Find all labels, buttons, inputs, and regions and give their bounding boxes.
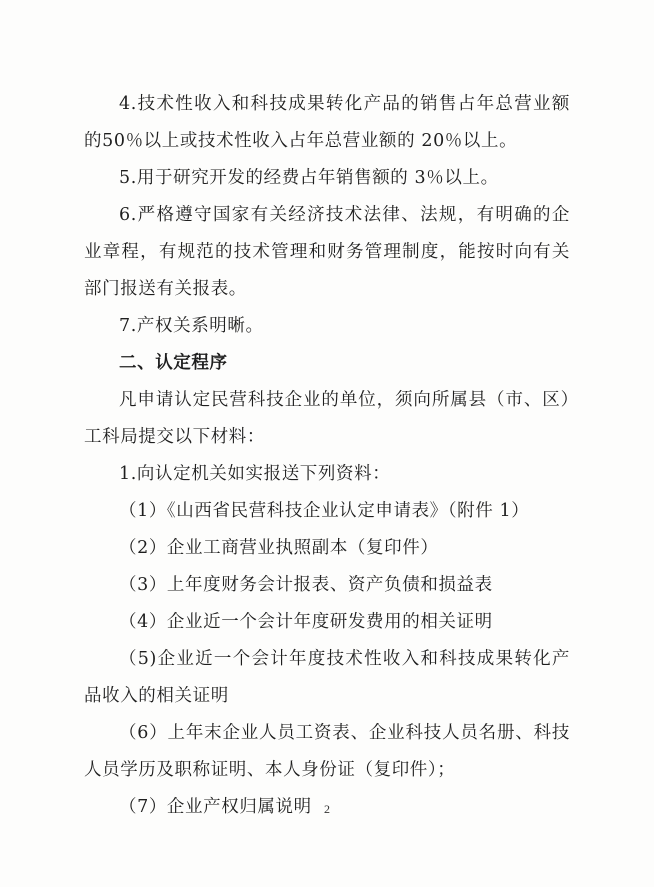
criterion-4-paragraph: 4.技术性收入和科技成果转化产品的销售占年总营业额的50％以上或技术性收入占年总营业额的 20％以上。	[84, 94, 570, 151]
intro-paragraph: 凡申请认定民营科技企业的单位，须向所属县（市、区）工科局提交以下材料：	[84, 390, 570, 447]
material-item-4: （4）企业近一个会计年度研发费用的相关证明	[119, 612, 493, 632]
page-number: 2	[324, 802, 330, 816]
step-1-paragraph: 1.向认定机关如实报送下列资料：	[119, 464, 391, 484]
criterion-5-paragraph: 5.用于研究开发的经费占年销售额的 3％以上。	[119, 168, 499, 188]
document-body	[84, 86, 570, 826]
material-item-6: （6）上年末企业人员工资表、企业科技人员名册、科技人员学历及职称证明、本人身份证（复印件）；	[84, 723, 570, 780]
section-heading: 二、认定程序	[119, 353, 228, 373]
material-item-2: （2）企业工商营业执照副本（复印件）	[119, 538, 439, 558]
material-item-3: （3）上年度财务会计报表、资产负债和损益表	[119, 575, 493, 595]
criterion-6-paragraph: 6.严格遵守国家有关经济技术法律、法规，有明确的企业章程，有规范的技术管理和财务管理制度，能按时向有关部门报送有关报表。	[84, 205, 570, 299]
material-item-1: （1）《山西省民营科技企业认定申请表》（附件 1）	[119, 501, 530, 521]
material-item-7: （7）企业产权归属说明	[119, 797, 312, 817]
material-item-5: （5)企业近一个会计年度技术性收入和科技成果转化产品收入的相关证明	[84, 649, 570, 706]
criterion-7-paragraph: 7.产权关系明晰。	[119, 316, 264, 336]
